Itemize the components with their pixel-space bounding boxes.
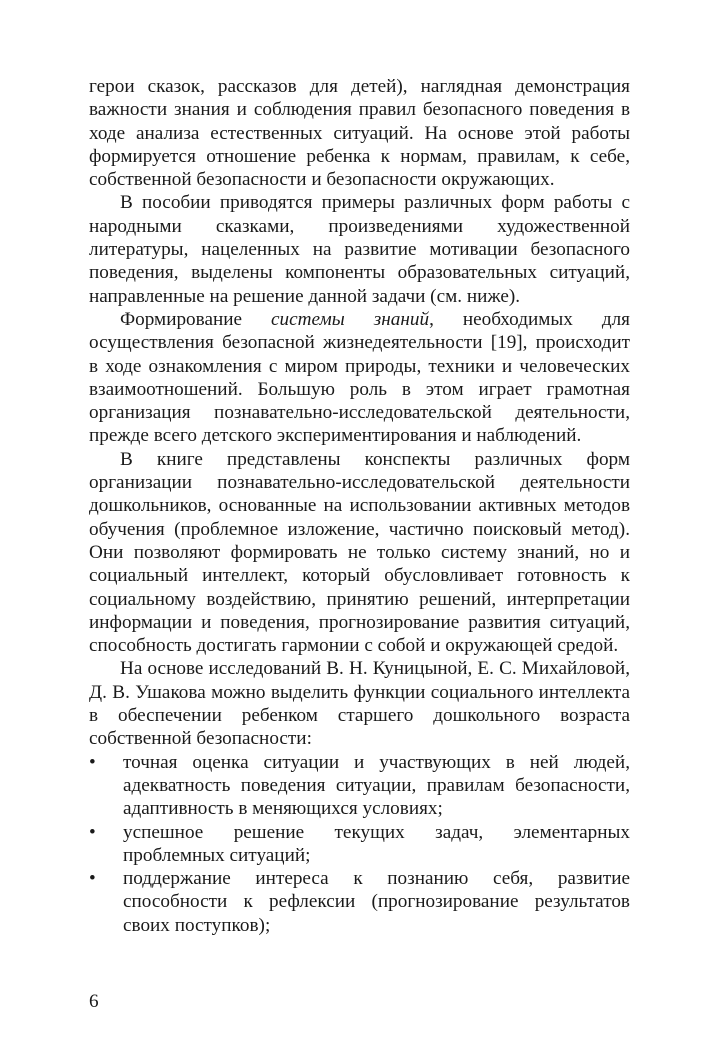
paragraph-knowledge-system (89, 308, 630, 448)
paragraph-continuation: герои сказок, рассказов для детей), наглядная демонстрация важности знания и соблюдения правил безопасного поведения в ходе анализа естественных ситуаций. На основе этой работы формируется отношение ребенка к нормам, правилам, к себе, собственной безопасности и безопасности окружающих. (89, 76, 630, 191)
page-number: 6 (89, 991, 99, 1012)
bullet-icon: • (89, 751, 96, 773)
list-item (89, 821, 630, 868)
paragraph-research-basis: На основе исследований В. Н. Куницыной, Е. С. Михайловой, Д. В. Ушакова можно выделить функции социального интеллекта в обеспечении ребенком старшего дошкольного возраста собственной безопасности: (89, 658, 630, 750)
list-item (89, 751, 630, 821)
bullet-icon: • (89, 821, 96, 843)
bullet-icon: • (89, 868, 96, 890)
list-item-text: точная оценка ситуации и участвующих в ней людей, адекватность поведения ситуации, правилам безопасности, адаптивность в меняющихся условиях; (123, 751, 630, 820)
paragraph-knowledge-system-lead: Формирование (120, 308, 272, 330)
paragraph-folk-tales: В пособии приводятся примеры различных форм работы с народными сказками, произведениями художественной литературы, нацеленных на развитие мотивации безопасного поведения, выделены компоненты образовательных ситуаций, направленные на решение данной задачи (см. ниже). (89, 192, 630, 307)
emphasis-knowledge-system: системы знаний (271, 308, 430, 330)
paragraph-book-notes: В книге представлены конспекты различных форм организации познавательно-исследовательской деятельности дошкольников, основанные на использовании активных методов обучения (проблемное изложение, частично поисковый метод). Они позволяют формировать не только систему знаний, но и социальный интеллект, который обусловливает готовность к социальному воздействию, принятию решений, интерпретации информации и поведения, прогнозирование развития ситуаций, способность достигать гармонии с собой и окружающей средой. (89, 448, 630, 657)
list-item-text: успешное решение текущих задач, элементарных проблемных ситуаций; (123, 821, 630, 866)
body-text (89, 75, 630, 937)
list-item (89, 867, 630, 937)
list-item-text: поддержание интереса к познанию себя, развитие способности к рефлексии (прогнозирование результатов своих поступков); (123, 868, 630, 936)
paragraph-knowledge-system-rest: , необходимых для осуществления безопасной жизнедеятельности [19], происходит в ходе ознакомления с миром природы, техники и человеческих взаимоотношений. Большую роль в этом играет грамотная организация познавательно-исследовательской деятельности, прежде всего детского экспериментирования и наблюдений. (89, 308, 631, 447)
